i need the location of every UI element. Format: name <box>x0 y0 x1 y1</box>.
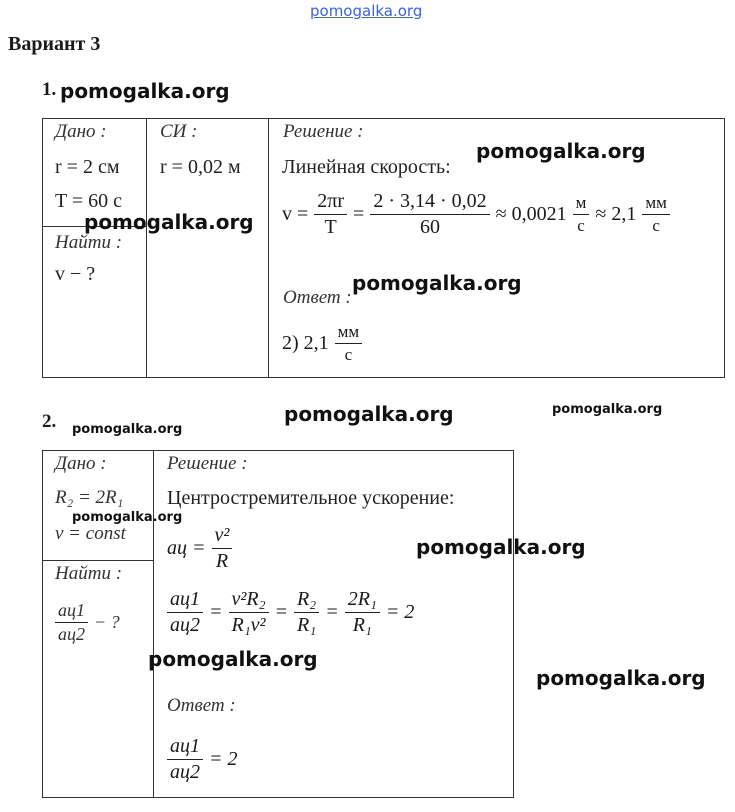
task2-number: 2. <box>42 411 57 432</box>
numerator: 2πr <box>314 190 347 215</box>
task2-solution-label: Решение : <box>167 453 248 474</box>
watermark: pomogalka.org <box>148 647 318 671</box>
task1-divider <box>268 118 269 377</box>
fraction <box>212 524 233 573</box>
task2-solution-intro: Центростремительное ускорение: <box>167 487 455 509</box>
watermark: pomogalka.org <box>536 666 706 690</box>
task2-formula <box>167 524 232 573</box>
numerator: м <box>573 193 590 215</box>
task2-find <box>55 600 120 644</box>
fraction <box>314 190 347 239</box>
denominator: R <box>215 550 229 572</box>
page-title: Вариант 3 <box>8 33 101 55</box>
task1-solution-label: Решение : <box>283 121 364 142</box>
denominator: T <box>324 216 337 238</box>
numerator: aц1 <box>167 588 203 613</box>
watermark: pomogalka.org <box>476 139 646 163</box>
task2-ratio: $\frac{aц1}{aц2}$ = $\frac{\text{v²R₂}}{\text{R₁v²}}$ = $\frac{\text{R₂}}{\text{R₁}}$ = $\frac{\text{2R₁}}{\text{R₁}}$ = 2 <box>167 588 414 637</box>
watermark: pomogalka.org <box>72 422 183 437</box>
unit-fraction <box>573 193 590 235</box>
watermark: pomogalka.org <box>72 510 183 525</box>
eq-sign: = <box>353 203 365 225</box>
task2-answer-label: Ответ : <box>167 695 236 716</box>
result: = 2 <box>385 601 415 623</box>
unit-fraction <box>642 193 670 235</box>
result: = 2 <box>209 748 238 770</box>
numerator: мм <box>642 193 670 215</box>
numerator: aц1 <box>55 600 88 623</box>
fraction <box>167 588 203 637</box>
denominator: R₁ <box>352 614 372 636</box>
watermark: pomogalka.org <box>552 402 663 417</box>
fraction <box>294 588 319 637</box>
numerator: мм <box>335 322 363 344</box>
denominator: aц2 <box>170 614 200 636</box>
answer-value: 2) 2,1 <box>282 331 329 354</box>
denominator: R₁ <box>297 614 317 636</box>
watermark: pomogalka.org <box>284 402 454 426</box>
denominator: aц2 <box>170 761 200 783</box>
task2-answer <box>167 735 238 784</box>
task1-answer-label: Ответ : <box>283 287 352 308</box>
fraction <box>229 588 269 637</box>
fraction <box>167 735 203 784</box>
question: − ? <box>94 611 120 632</box>
numerator: 2R₁ <box>345 588 380 613</box>
task1-find-label: Найти : <box>55 232 123 253</box>
watermark: pomogalka.org <box>60 79 230 103</box>
task1-solution-intro: Линейная скорость: <box>282 156 451 178</box>
task1-number: 1. <box>42 79 57 100</box>
numerator: R₂ <box>294 588 319 613</box>
task2-given-v: v = const <box>55 523 126 544</box>
numerator: aц1 <box>167 735 203 760</box>
task1-given-T: T = 60 с <box>55 190 123 212</box>
task2-divider <box>42 560 154 561</box>
numerator: v² <box>212 524 233 549</box>
formula-lhs: aц = <box>167 537 206 559</box>
task1-given-r: r = 2 см <box>55 156 120 178</box>
approx-value: ≈ 0,0021 <box>495 203 567 225</box>
watermark-top-link[interactable]: pomogalka.org <box>310 2 423 20</box>
task1-find-v: v − ? <box>55 263 96 285</box>
task2-given-R: R₂ = 2R₁ <box>55 487 124 508</box>
fraction <box>345 588 380 637</box>
watermark: pomogalka.org <box>416 535 586 559</box>
task1-formula <box>282 190 670 239</box>
denominator: с <box>652 216 660 235</box>
numerator: 2 · 3,14 · 0,02 <box>370 190 489 215</box>
task2-given-label: Дано : <box>55 453 107 474</box>
task2-find-label: Найти : <box>55 563 123 584</box>
denominator: с <box>577 216 585 235</box>
eq-v: v = <box>282 203 309 225</box>
watermark: pomogalka.org <box>352 271 522 295</box>
task2-divider <box>153 450 154 797</box>
task1-si-r: r = 0,02 м <box>160 156 241 178</box>
task1-answer <box>282 322 362 364</box>
unit-fraction <box>335 322 363 364</box>
task1-si-label: СИ : <box>160 121 198 142</box>
task1-given-label: Дано : <box>55 121 107 142</box>
fraction <box>55 600 88 644</box>
task1-divider <box>146 118 147 377</box>
denominator: R₁v² <box>231 614 266 636</box>
denominator: 60 <box>419 216 440 238</box>
denominator: с <box>344 344 353 364</box>
fraction <box>370 190 489 239</box>
watermark: pomogalka.org <box>84 210 254 234</box>
denominator: aц2 <box>58 623 85 644</box>
approx-value: ≈ 2,1 <box>595 203 637 225</box>
numerator: v²R₂ <box>229 588 269 613</box>
